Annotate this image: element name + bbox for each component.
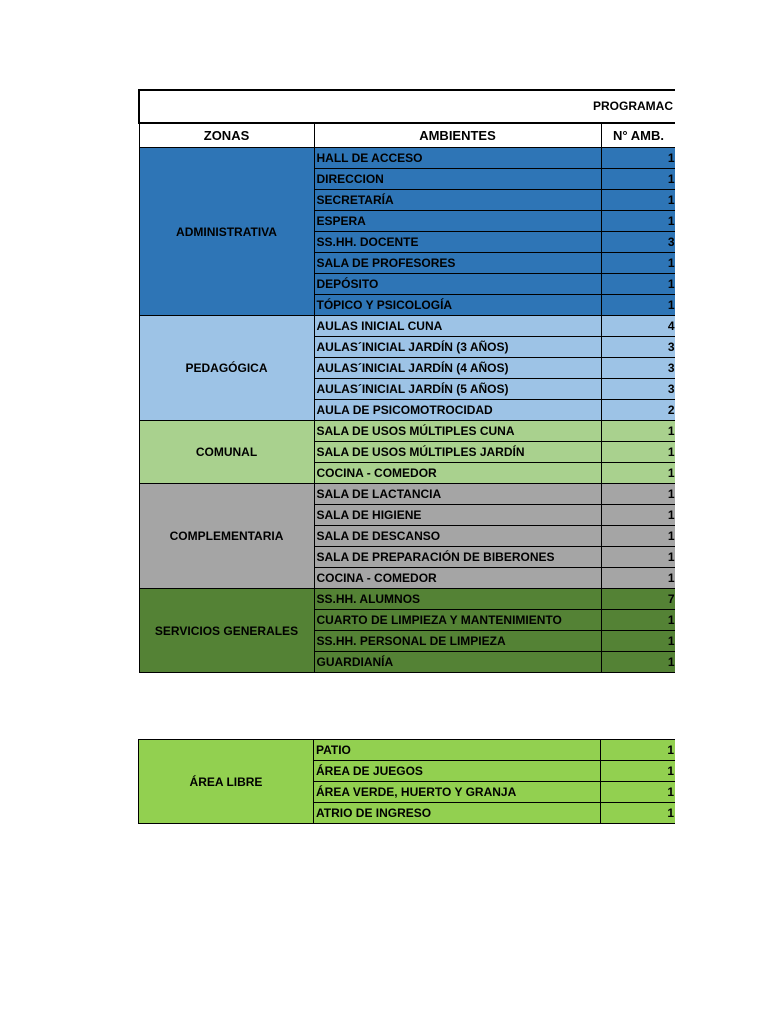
ambiente-cell[interactable]: AULAS´INICIAL JARDÍN (5 AÑOS) — [314, 379, 601, 400]
header-ambientes[interactable]: AMBIENTES — [314, 123, 601, 148]
n-amb-cell[interactable]: 7 — [601, 589, 675, 610]
header-row — [139, 123, 675, 148]
n-amb-cell[interactable]: 1 — [601, 631, 675, 652]
n-amb-cell[interactable]: 3 — [601, 358, 675, 379]
ambiente-cell[interactable]: GUARDIANÍA — [314, 652, 601, 673]
table-row — [139, 740, 676, 761]
n-amb-cell[interactable]: 1 — [601, 803, 676, 824]
n-amb-cell[interactable]: 1 — [601, 169, 675, 190]
n-amb-cell[interactable]: 2 — [601, 400, 675, 421]
ambiente-cell[interactable]: HALL DE ACCESO — [314, 148, 601, 169]
table-row — [139, 589, 675, 610]
n-amb-cell[interactable]: 1 — [601, 463, 675, 484]
header-n-amb[interactable]: N° AMB. — [601, 123, 675, 148]
ambiente-cell[interactable]: SALA DE USOS MÚLTIPLES CUNA — [314, 421, 601, 442]
ambiente-cell[interactable]: SS.HH. PERSONAL DE LIMPIEZA — [314, 631, 601, 652]
ambiente-cell[interactable]: AULA DE PSICOMOTROCIDAD — [314, 400, 601, 421]
program-table — [138, 89, 675, 673]
ambiente-cell[interactable]: SS.HH. ALUMNOS — [314, 589, 601, 610]
ambiente-cell[interactable]: DIRECCION — [314, 169, 601, 190]
zone-cell-area-libre[interactable]: ÁREA LIBRE — [139, 740, 314, 824]
table-row — [139, 148, 675, 169]
ambiente-cell[interactable]: COCINA - COMEDOR — [314, 568, 601, 589]
table-title-text: PROGRAMAC — [593, 99, 673, 113]
ambiente-cell[interactable]: CUARTO DE LIMPIEZA Y MANTENIMIENTO — [314, 610, 601, 631]
ambiente-cell[interactable]: SALA DE HIGIENE — [314, 505, 601, 526]
n-amb-cell[interactable]: 1 — [601, 484, 675, 505]
ambiente-cell[interactable]: SALA DE PROFESORES — [314, 253, 601, 274]
n-amb-cell[interactable]: 1 — [601, 421, 675, 442]
n-amb-cell[interactable]: 1 — [601, 761, 676, 782]
n-amb-cell[interactable]: 1 — [601, 782, 676, 803]
ambiente-cell[interactable]: SALA DE USOS MÚLTIPLES JARDÍN — [314, 442, 601, 463]
n-amb-cell[interactable]: 1 — [601, 295, 675, 316]
ambiente-cell[interactable]: AULAS´INICIAL JARDÍN (4 AÑOS) — [314, 358, 601, 379]
n-amb-cell[interactable]: 1 — [601, 740, 676, 761]
zone-cell-comunal[interactable]: COMUNAL — [139, 421, 314, 484]
ambiente-cell[interactable]: SALA DE DESCANSO — [314, 526, 601, 547]
n-amb-cell[interactable]: 1 — [601, 148, 675, 169]
ambiente-cell[interactable]: ÁREA VERDE, HUERTO Y GRANJA — [314, 782, 601, 803]
ambiente-cell[interactable]: TÓPICO Y PSICOLOGÍA — [314, 295, 601, 316]
ambiente-cell[interactable]: AULAS INICIAL CUNA — [314, 316, 601, 337]
n-amb-cell[interactable]: 1 — [601, 568, 675, 589]
n-amb-cell[interactable]: 4 — [601, 316, 675, 337]
area-libre-table — [138, 739, 675, 824]
table-row — [139, 316, 675, 337]
ambiente-cell[interactable]: ÁREA DE JUEGOS — [314, 761, 601, 782]
table-row — [139, 484, 675, 505]
n-amb-cell[interactable]: 3 — [601, 232, 675, 253]
title-row — [139, 90, 675, 123]
zone-cell-servicios-generales[interactable]: SERVICIOS GENERALES — [139, 589, 314, 673]
table-title[interactable] — [139, 90, 675, 123]
ambiente-cell[interactable]: ATRIO DE INGRESO — [314, 803, 601, 824]
n-amb-cell[interactable]: 1 — [601, 253, 675, 274]
n-amb-cell[interactable]: 3 — [601, 337, 675, 358]
ambiente-cell[interactable]: ESPERA — [314, 211, 601, 232]
n-amb-cell[interactable]: 1 — [601, 274, 675, 295]
ambiente-cell[interactable]: PATIO — [314, 740, 601, 761]
header-zonas[interactable]: ZONAS — [139, 123, 314, 148]
ambiente-cell[interactable]: SS.HH. DOCENTE — [314, 232, 601, 253]
ambiente-cell[interactable]: SECRETARÍA — [314, 190, 601, 211]
ambiente-cell[interactable]: DEPÓSITO — [314, 274, 601, 295]
n-amb-cell[interactable]: 1 — [601, 505, 675, 526]
n-amb-cell[interactable]: 1 — [601, 526, 675, 547]
ambiente-cell[interactable]: SALA DE LACTANCIA — [314, 484, 601, 505]
zone-cell-administrativa[interactable]: ADMINISTRATIVA — [139, 148, 314, 316]
ambiente-cell[interactable]: AULAS´INICIAL JARDÍN (3 AÑOS) — [314, 337, 601, 358]
table-row — [139, 421, 675, 442]
n-amb-cell[interactable]: 1 — [601, 610, 675, 631]
ambiente-cell[interactable]: COCINA - COMEDOR — [314, 463, 601, 484]
n-amb-cell[interactable]: 1 — [601, 190, 675, 211]
zone-cell-complementaria[interactable]: COMPLEMENTARIA — [139, 484, 314, 589]
n-amb-cell[interactable]: 1 — [601, 652, 675, 673]
n-amb-cell[interactable]: 1 — [601, 211, 675, 232]
ambiente-cell[interactable]: SALA DE PREPARACIÓN DE BIBERONES — [314, 547, 601, 568]
zone-cell-pedagogica[interactable]: PEDAGÓGICA — [139, 316, 314, 421]
n-amb-cell[interactable]: 1 — [601, 547, 675, 568]
n-amb-cell[interactable]: 3 — [601, 379, 675, 400]
n-amb-cell[interactable]: 1 — [601, 442, 675, 463]
